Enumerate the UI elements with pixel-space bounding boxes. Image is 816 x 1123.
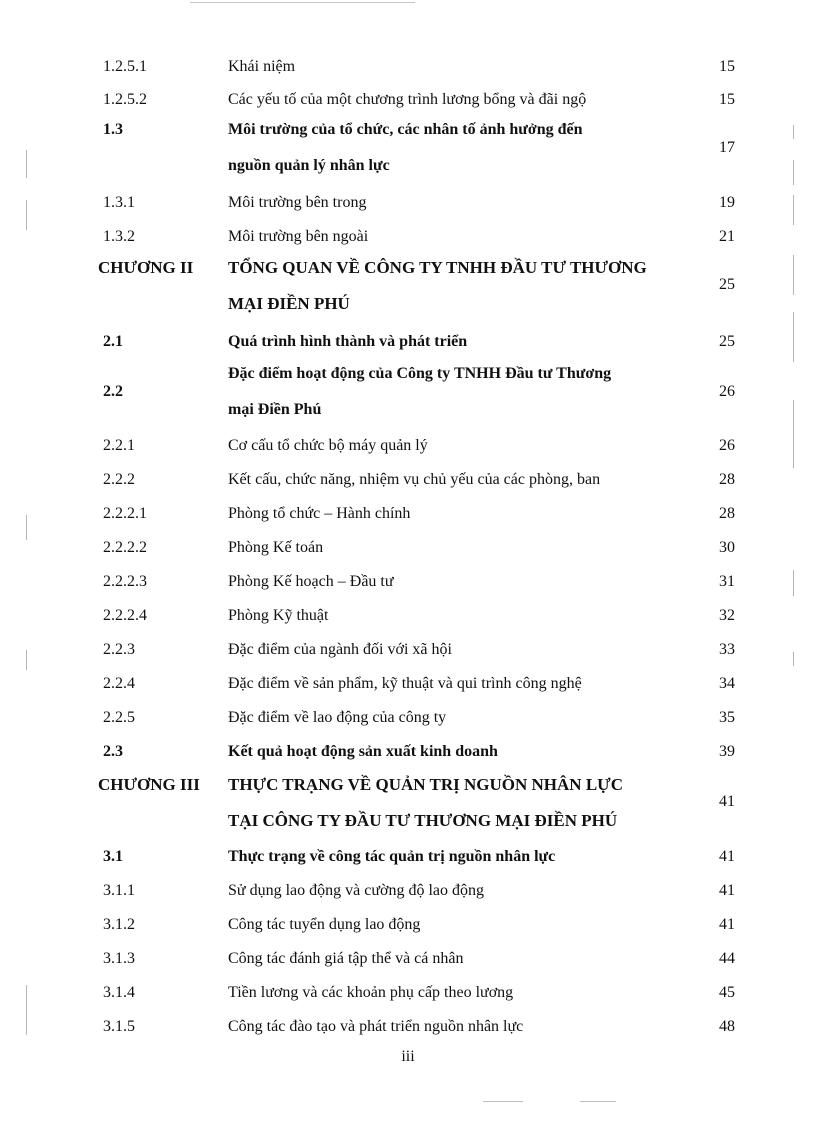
toc-entry-title: Công tác đào tạo và phát triển nguồn nhân lực: [228, 1018, 524, 1035]
toc-entry-title: Phòng Kế hoạch – Đầu tư: [228, 573, 394, 590]
toc-section-number: 2.1: [103, 333, 123, 350]
toc-entry-title: nguồn quản lý nhân lực: [228, 157, 390, 174]
toc-section-number: 2.2: [103, 383, 123, 400]
toc-page-number: 31: [719, 573, 735, 590]
toc-section-number: 3.1: [103, 848, 123, 865]
toc-section-number: 3.1.1: [103, 882, 135, 899]
toc-page-number: 26: [719, 437, 735, 454]
toc-section-number: 2.2.4: [103, 675, 135, 692]
toc-page-number: 17: [719, 139, 735, 156]
toc-entry-title: Công tác đánh giá tập thể và cá nhân: [228, 950, 464, 967]
toc-section-number: 2.2.1: [103, 437, 135, 454]
toc-section-number: 2.2.3: [103, 641, 135, 658]
toc-section-number: CHƯƠNG III: [98, 775, 200, 794]
toc-section-number: 1.2.5.1: [103, 58, 147, 75]
toc-page-number: 30: [719, 539, 735, 556]
toc-page-number: 25: [719, 333, 735, 350]
toc-entry-title: Tiền lương và các khoản phụ cấp theo lương: [228, 984, 514, 1001]
toc-page-number: 21: [719, 228, 735, 245]
scan-margin-mark: [793, 195, 794, 225]
toc-page-number: 35: [719, 709, 735, 726]
toc-page-number: 28: [719, 505, 735, 522]
toc-page-number: 34: [719, 675, 735, 692]
toc-entry-title: Sử dụng lao động và cường độ lao động: [228, 882, 484, 899]
toc-page-number: 45: [719, 984, 735, 1001]
toc-page-number: 41: [719, 916, 735, 933]
toc-page-number: 19: [719, 194, 735, 211]
toc-page-number: 41: [719, 793, 735, 810]
toc-section-number: 2.2.2.2: [103, 539, 147, 556]
toc-page-number: 25: [719, 276, 735, 293]
toc-entry-title: Môi trường bên ngoài: [228, 228, 369, 245]
scan-margin-mark: [793, 312, 794, 362]
toc-entry-title: Kết quả hoạt động sản xuất kinh doanh: [228, 743, 498, 760]
toc-entry-title: Môi trường của tổ chức, các nhân tố ảnh hưởng đến: [228, 121, 583, 138]
toc-page-number: 26: [719, 383, 735, 400]
toc-section-number: 2.2.5: [103, 709, 135, 726]
scan-margin-mark: [26, 200, 27, 230]
page-number: iii: [401, 1048, 415, 1065]
toc-entry-title: Môi trường bên trong: [228, 194, 367, 211]
toc-entry-title: Cơ cấu tổ chức bộ máy quản lý: [228, 437, 428, 454]
toc-section-number: 2.2.2.3: [103, 573, 147, 590]
toc-entry-title: TỔNG QUAN VỀ CÔNG TY TNHH ĐẦU TƯ THƯƠNG: [228, 258, 647, 277]
scan-margin-mark: [793, 255, 794, 295]
toc-entry-title: Đặc điểm hoạt động của Công ty TNHH Đầu tư Thương: [228, 365, 612, 382]
toc-section-number: 3.1.2: [103, 916, 135, 933]
toc-page-number: 48: [719, 1018, 735, 1035]
scan-margin-mark: [793, 400, 794, 468]
toc-entry-title: Phòng Kế toán: [228, 539, 324, 556]
toc-entry-title: Thực trạng về công tác quản trị nguồn nhân lực: [228, 848, 556, 865]
toc-entry-title: Các yếu tố của một chương trình lương bổng và đãi ngộ: [228, 91, 587, 108]
scan-margin-mark: [793, 652, 794, 666]
scan-margin-mark: [793, 125, 794, 139]
toc-page-number: 41: [719, 882, 735, 899]
toc-page-number: 15: [719, 58, 735, 75]
toc-page-number: 39: [719, 743, 735, 760]
toc-section-number: 3.1.3: [103, 950, 135, 967]
toc-section-number: 3.1.5: [103, 1018, 135, 1035]
toc-entry-title: THỰC TRẠNG VỀ QUẢN TRỊ NGUỒN NHÂN LỰC: [228, 775, 623, 794]
scan-top-rule: [190, 2, 415, 3]
toc-page-number: 44: [719, 950, 735, 967]
scan-margin-mark: [793, 160, 794, 185]
toc-entry-title: MẠI ĐIỀN PHÚ: [228, 294, 350, 313]
toc-entry-title: Đặc điểm về lao động của công ty: [228, 709, 447, 726]
toc-section-number: 1.3: [103, 121, 123, 138]
toc-entry-title: Đặc điểm của ngành đối với xã hội: [228, 641, 452, 658]
toc-section-number: CHƯƠNG II: [98, 258, 194, 277]
toc-section-number: 2.3: [103, 743, 123, 760]
toc-section-number: 1.2.5.2: [103, 91, 147, 108]
toc-page-number: 15: [719, 91, 735, 108]
scan-bottom-rule: [483, 1101, 523, 1102]
scan-margin-mark: [26, 515, 27, 540]
toc-entry-title: Quá trình hình thành và phát triển: [228, 333, 468, 350]
toc-section-number: 2.2.2.4: [103, 607, 147, 624]
toc-section-number: 2.2.2: [103, 471, 135, 488]
toc-page-number: 33: [719, 641, 735, 658]
toc-entry-title: Khái niệm: [228, 58, 296, 75]
toc-section-number: 3.1.4: [103, 984, 135, 1001]
toc-section-number: 2.2.2.1: [103, 505, 147, 522]
toc-section-number: 1.3.2: [103, 228, 135, 245]
toc-entry-title: Công tác tuyển dụng lao động: [228, 916, 421, 933]
toc-page-number: 32: [719, 607, 735, 624]
scan-margin-mark: [26, 150, 27, 178]
toc-entry-title: TẠI CÔNG TY ĐẦU TƯ THƯƠNG MẠI ĐIỀN PHÚ: [228, 811, 618, 830]
toc-page-number: 41: [719, 848, 735, 865]
scan-margin-mark: [793, 570, 794, 596]
toc-section-number: 1.3.1: [103, 194, 135, 211]
toc-page-number: 28: [719, 471, 735, 488]
scan-margin-mark: [26, 985, 27, 1035]
scan-bottom-rule: [580, 1101, 616, 1102]
scan-margin-mark: [26, 650, 27, 670]
toc-entry-title: Đặc điểm về sản phẩm, kỹ thuật và qui trình công nghệ: [228, 675, 582, 692]
toc-entry-title: Kết cấu, chức năng, nhiệm vụ chủ yếu của các phòng, ban: [228, 471, 601, 488]
toc-entry-title: Phòng tổ chức – Hành chính: [228, 505, 411, 522]
toc-entry-title: mại Điền Phú: [228, 401, 322, 418]
toc-entry-title: Phòng Kỹ thuật: [228, 607, 329, 624]
